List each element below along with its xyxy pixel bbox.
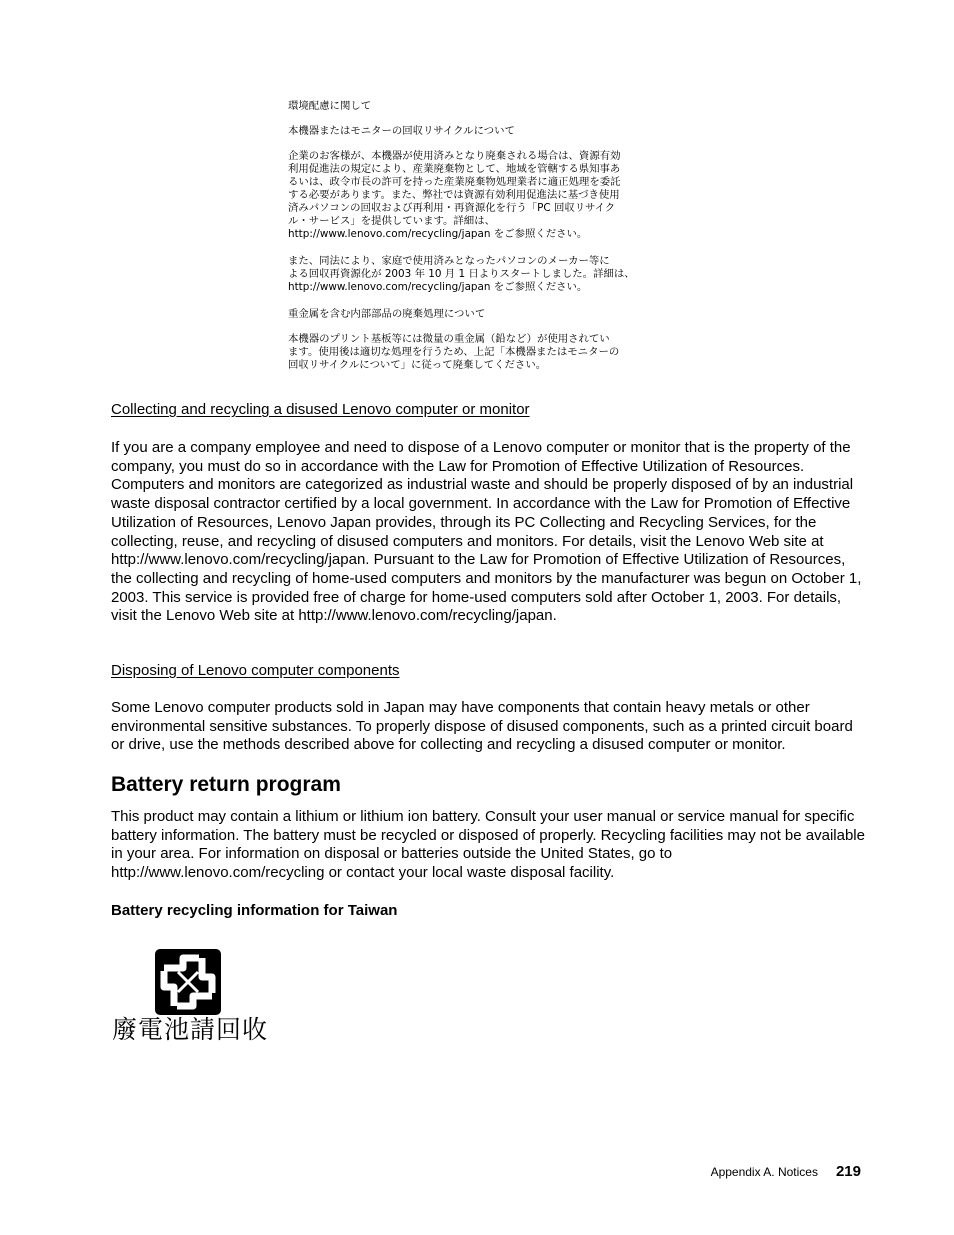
japanese-recycling-notice <box>288 100 698 372</box>
disposing-components-link[interactable]: Disposing of Lenovo computer components <box>111 662 400 679</box>
page-footer <box>711 1163 861 1180</box>
collecting-recycling-body: If you are a company employee and need to dispose of a Lenovo computer or monitor that is the property of the company, you must do so in accordance with the Law for Promotion of Effective Utilization of Resources. Computers and monitors are categorized as industrial waste and should be properly disposed of by an industrial waste disposal contractor certified by a local government. In accordance with the Law for Promotion of Effective Utilization of Resources, Lenovo Japan provides, through its PC Collecting and Recycling Services, for the collecting, reuse, and recycling of disused computers and monitors. For details, visit the Lenovo Web site at http://www.lenovo.com/recycling/japan. Pursuant to the Law for Promotion of Effective Utilization of Resources, the collecting and recycling of home-used computers and monitors by the manufacturer was begun on October 1, 2003. This service is provided free of charge for home-used computers sold after October 1, 2003. For details, visit the Lenovo Web site at http://www.lenovo.com/recycling/japan. <box>111 439 862 625</box>
jp-notice-paragraph-2: また、同法により、家庭で使用済みとなったパソコンのメーカー等に よる回収再資源化が 2003 年 10 月 1 日よりスタートしました。詳細は、 http://www.lenovo.com/recycling/japan をご参照ください。 <box>288 255 635 293</box>
taiwan-recycling-caption: 廢電池請回收 <box>112 1015 269 1044</box>
battery-return-body: This product may contain a lithium or lithium ion battery. Consult your user manual or service manual for specific battery information. The battery must be recycled or disposed of properly. Recycling facilities may not be available in your area. For information on disposal or batteries outside the United States, go to http://www.lenovo.com/recycling or contact your local waste disposal facility. <box>111 808 865 882</box>
disposing-components-body: Some Lenovo computer products sold in Japan may have components that contain heavy metals or other environmental sensitive substances. To properly dispose of disused components, such as a printed circuit board or drive, use the methods described above for collecting and recycling a disused computer or monitor. <box>111 699 853 754</box>
collecting-recycling-link[interactable]: Collecting and recycling a disused Lenovo computer or monitor <box>111 401 530 418</box>
taiwan-battery-heading: Battery recycling information for Taiwan <box>111 902 398 919</box>
page-number: 219 <box>835 1163 861 1180</box>
jp-notice-title: 環境配慮に関して <box>288 100 372 112</box>
jp-notice-paragraph-3: 本機器のプリント基板等には微量の重金属（鉛など）が使用されてい ます。使用後は適切な処理を行うため、上記「本機器またはモニターの 回収リサイクルについて」に従って廃棄してください。 <box>288 333 620 371</box>
battery-return-heading: Battery return program <box>111 773 341 796</box>
taiwan-recycling-logo-icon <box>152 946 224 1018</box>
jp-notice-subtitle-heavy-metals: 重金属を含む内部部品の廃棄処理について <box>288 308 486 320</box>
jp-notice-paragraph-1: 企業のお客様が、本機器が使用済みとなり廃棄される場合は、資源有効 利用促進法の規定により、産業廃棄物として、地域を管轄する県知事あ るいは、政令市長の許可を持った産業廃棄物処理業者に適正処理を委託 する必要があります。また、弊社では資源有効利用促進法に基づき使用 済みパソコンの回収および再利用・再資源化を行う「PC 回収リサイク ル・サービス」を提供しています。詳細は、 http://www.lenovo.com/recycling/japan をご参照ください。 <box>288 150 621 240</box>
jp-notice-subtitle-recycling: 本機器またはモニターの回収リサイクルについて <box>288 125 515 137</box>
footer-section-label: Appendix A. Notices <box>710 1165 818 1179</box>
